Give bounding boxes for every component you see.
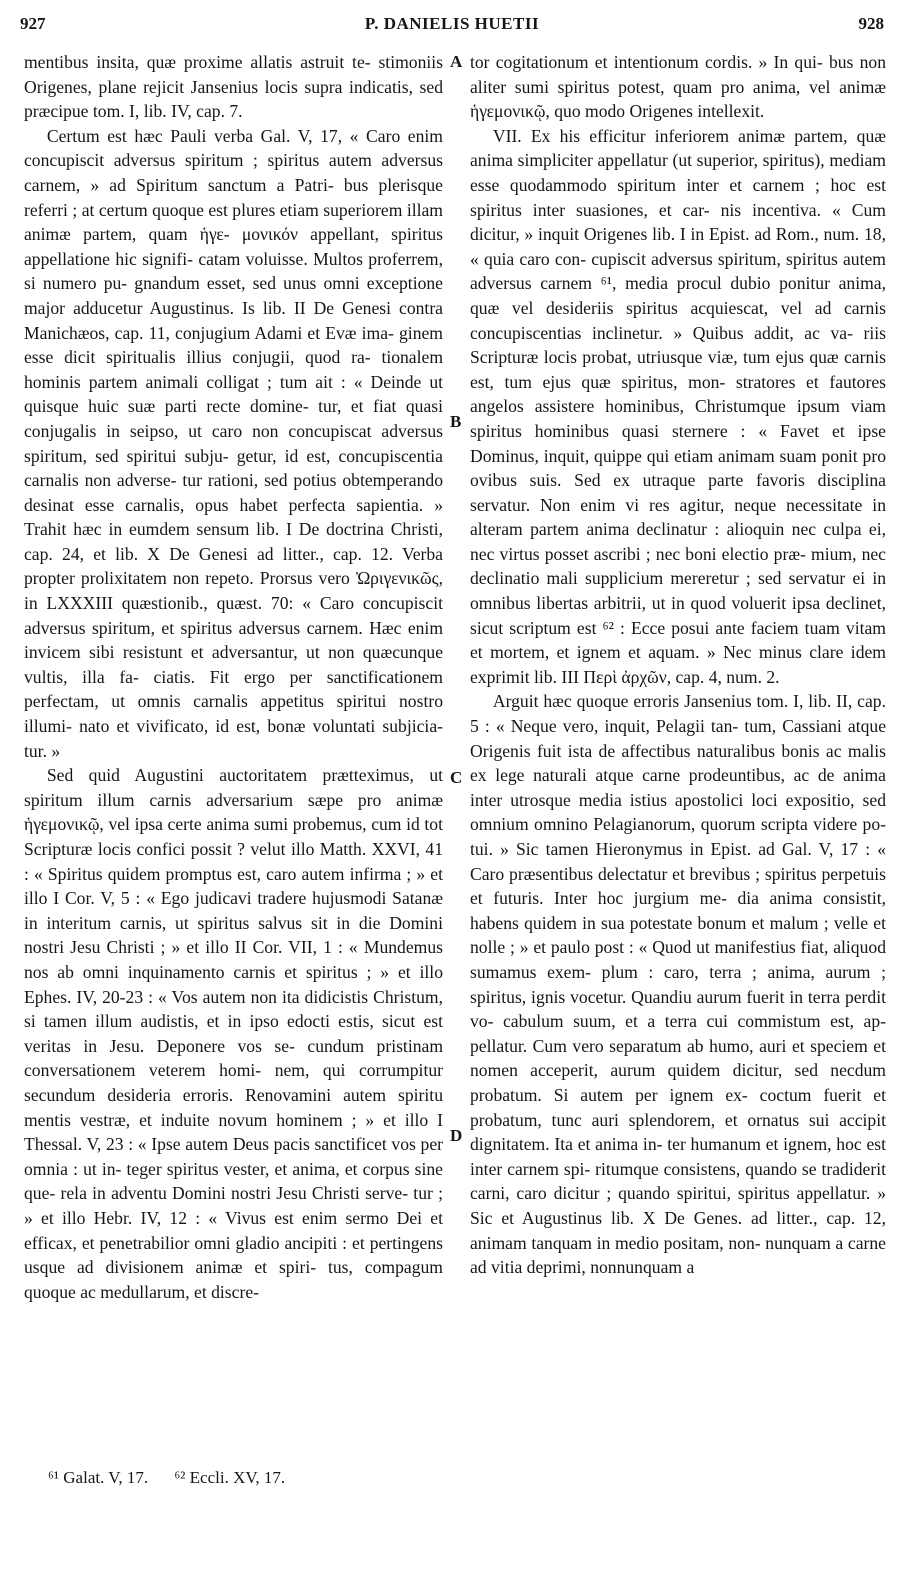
footnote: ⁶¹ Galat. V, 17. [48,1468,149,1487]
paragraph: tor cogitationum et intentionum cordis. » In qui- bus non aliter sumi spiritus potest, quam pro anima, vel animæ ἡγεμονικῷ, quo modo Origenes intellexit. [470,52,886,122]
left-column [24,50,443,1304]
page-header [20,14,884,44]
margin-marker-a: A [450,52,463,71]
margin-marker-b: B [450,412,462,431]
paragraph: mentibus insita, quæ proxime allatis astruit te- stimoniis Origenes, plane rejicit Jansenius locis supra indicatis, sed præcipue tom. I, lib. IV, cap. 7. [24,52,443,122]
page-number-right: 928 [858,14,884,33]
right-column [470,50,886,1280]
footnotes [48,1468,307,1488]
running-title: P. DANIELIS HUETII [364,14,540,33]
paragraph: VII. Ex his efficitur inferiorem animæ partem, quæ anima simpliciter appellatur (ut superior, spiritus), mediam esse quodammodo spiritum inter et carnem ; hoc est spiritus inter suasiones, et car- nis incentiva. « Cum dicitur, » inquit Origenes lib. I in Epist. ad Rom., num. 18, « quia caro con- cupiscit adversus spiritum, spiritus autem adversus carnem ⁶¹, media procul dubio ponitur anima, quæ vel desideriis spiritus acquiescat, vel ad carnis concupiscentias inclinetur. » Quibus addit, ac va- riis Scripturæ locis probat, utriusque viæ, tum ejus quæ carnis est, tum ejus quæ spiritus, mon- stratores et fautores angelos assistere hominibus, Christumque ipsum viam spiritus hominibus quasi sternere : « Favet et ipse Dominus, inquit, quippe qui etiam animam suam ponit pro ovibus suis. Sed ex utraque parte favoris disciplina servatur. Non enim vi res agitur, neque necessitate in alteram partem anima declinatur : alioquin nec culpa ei, nec virtus posset ascribi ; nec boni electio præ- mium, nec declinatio mali supplicium mereretur ; sed servatur ei in omnibus libertas arbitrii, ut in quod voluerit ipsa declinet, sicut scriptum est ⁶² : Ecce posui ante faciem tuam vitam et mortem, et ignem et aquam. » Nec minus clare idem exprimit lib. III Περὶ ἀρχῶν, cap. 4, num. 2. [470,125,886,687]
paragraph: Sed quid Augustini auctoritatem prætteximus, ut spiritum illum carnis adversarium sæpe pro animæ ἡγεμονικῷ, vel ipsa certe anima sumi probemus, cum id tot Scripturæ locis confici possit ? velut illo Matth. XXVI, 41 : « Spiritus quidem promptus est, caro autem infirma ; » et illo I Cor. V, 5 : « Ego judicavi tradere hujusmodi Satanæ in interitum carnis, ut spiritus salvus sit in die Domini nostri Jesu Christi ; » et illo II Cor. VII, 1 : « Mundemus nos ab omni inquinamento carnis et spiritus ; » et illo Ephes. IV, 20-23 : « Vos autem non ita didicistis Christum, si tamen illum audistis, et in ipso edocti estis, sicut est veritas in Jesu. Deponere vos se- cundum pristinam conversationem veterem homi- nem, qui corrumpitur secundum desideria erroris. Renovamini autem spiritu mentis vestræ, et induite novum hominem ; » et illo I Thessal. V, 23 : « Ipse autem Deus pacis sanctificet vos per omnia : ut in- teger spiritus vester, et anima, et corpus sine que- rela in adventu Domini nostri Jesu Christi serve- tur ; » et illo Hebr. IV, 12 : « Vivus est enim sermo Dei et efficax, et penetrabilior omni gladio ancipiti : et pertingens usque ad divisionem animæ et spiri- tus, compagum quoque ac medullarum, et discre- [24,765,443,1302]
margin-marker-d: D [450,1126,463,1145]
paragraph: Certum est hæc Pauli verba Gal. V, 17, « Caro enim concupiscit adversus spiritum ; spiritus autem adversus carnem, » ad Spiritum sanctum a Patri- bus plerisque referri ; at certum quoque est plures etiam superiorem illam animæ partem, quam ἡγε- μονικόν appellant, spiritus appellatione hic signifi- catam voluisse. Multos proferrem, si numero pu- gnandum esset, sed unus omni exceptione major adducetur Augustinus. Is lib. II De Genesi contra Manichæos, cap. 11, conjugium Adami et Evæ ima- ginem esse dicit spiritualis illius conjugii, quod ra- tionalem hominis partem animali colligat ; tum ait : « Deinde ut quisque huic suæ parti recte domine- tur, et fiat quasi conjugalis in seipso, ut caro non concupiscat adversus spiritum, sed spiritui subju- getur, id est, concupiscentia carnalis non adverse- tur rationi, sed potius obtemperando desinat esse carnalis, opus habet perfecta sapientia. » Trahit hæc in eumdem sensum lib. I De doctrina Christi, cap. 24, et lib. X De Genesi ad litter., cap. 12. Verba propter prolixitatem non repeto. Prorsus vero Ὠριγενικῶς, in LXXXIII quæstionib., quæst. 70: « Caro concupiscit adversus spiritum, et spiritus adversus carnem. Hæc enim invicem sibi resistunt et adversantur, ut non quæcunque vultis, illa fa- ciatis. Fit ergo per sanctificationem perfectam, ut omnis carnalis appetitus spiritui nostro illumi- nato et vivificato, id est, bonæ voluntati subjicia- tur. » [24,125,443,761]
footnote: ⁶² Eccli. XV, 17. [174,1468,286,1487]
page-number-left: 927 [20,14,46,33]
margin-marker-c: C [450,768,463,787]
paragraph: Arguit hæc quoque erroris Jansenius tom. I, lib. II, cap. 5 : « Neque vero, inquit, Pelagii tan- tum, Cassiani atque Origenis fuit ista de affectibus naturalibus bonis ac malis ex lege naturali atque carne prodeuntibus, ac de anima inter utrosque media istius apostolici loci expositio, sed omnium omnino Pelagianorum, quorum scripta videre po- tui. » Sic tamen Hieronymus in Epist. ad Gal. V, 17 : « Caro præsentibus delectatur et brevibus ; spiritus perpetuis et futuris. Inter hoc jurgium me- dia anima consistit, habens quidem in sua potestate bonum et malum ; velle et nolle ; » et paulo post : « Quod ut manifestius fiat, aliquod sumamus exem- plum : caro, terra ; anima, aurum ; spiritus, ignis vocetur. Quandiu aurum fuerit in terra perdit vo- cabulum suum, et a terra cui commistum est, ap- pellatur. Cum vero separatum ab humo, auri et speciem et nomen acceperit, aurum quidem dicitur, sed necdum probatum. Si autem per ignem ex- coctum fuerit et probatum, tunc auri splendorem, et ornatus sui accipit dignitatem. Ita et anima in- ter humanum et ignem, hoc est inter carnem spi- ritumque consistens, quando se tradiderit carni, caro dicitur ; quando spiritui, spiritus appellatur. » Sic et Augustinus lib. X De Genes. ad litter., cap. 12, animam tanquam in medio positam, non- nunquam a carne ad vitia deprimi, nonnunquam a [470,691,886,1278]
